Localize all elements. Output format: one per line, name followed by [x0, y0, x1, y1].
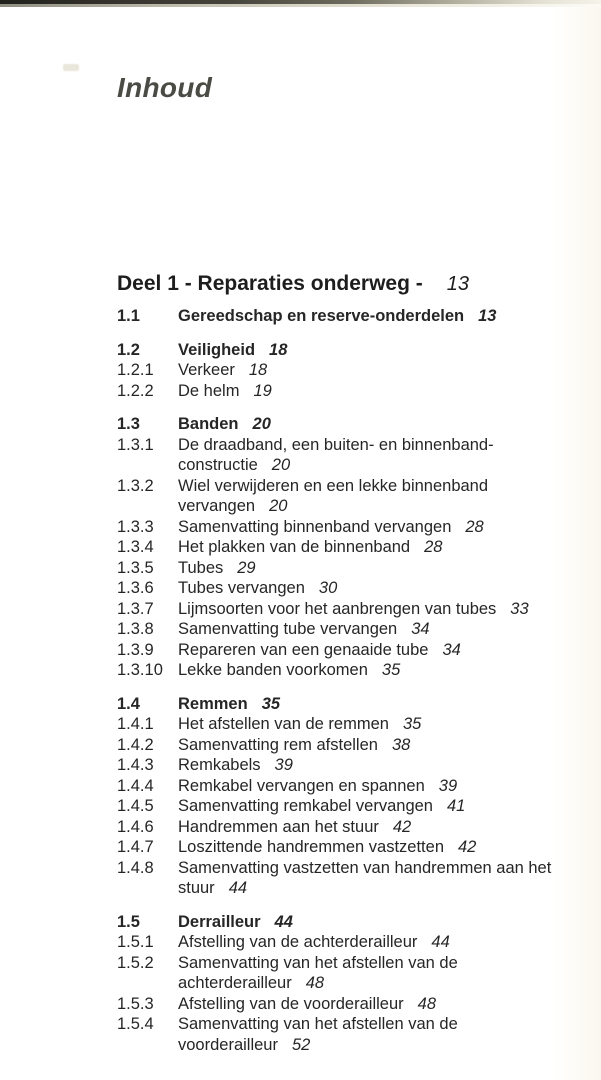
toc-entry-title-text: Samenvatting van het afstellen van de achterderailleur: [178, 953, 458, 992]
toc-group: [0, 271, 601, 327]
table-of-contents: [0, 271, 601, 1055]
toc-entry-title-text: Samenvatting van het afstellen van de voorderailleur: [178, 1015, 458, 1054]
toc-entry-title: [178, 360, 601, 381]
toc-entry-title-text: Banden: [178, 415, 239, 433]
toc-entry-title: [178, 340, 601, 361]
toc-entry-number: 1.2.1: [117, 361, 154, 379]
toc-entry-title: [178, 796, 601, 817]
toc-entry-1-3-10[interactable]: [0, 660, 601, 681]
toc-entry-title-text: Tubes vervangen: [178, 579, 305, 597]
page-title: Inhoud: [117, 72, 213, 103]
toc-entry-1-4-8[interactable]: [0, 858, 601, 899]
toc-entry-title: [178, 578, 601, 599]
toc-entry-page-number: 28: [465, 517, 484, 536]
toc-group: [0, 340, 601, 402]
toc-group: [0, 912, 601, 1056]
toc-entry-title-text: Tubes: [178, 558, 224, 577]
toc-entry-title-text: Afstelling van de voorderailleur: [178, 994, 404, 1013]
toc-entry-number: 1.3.10: [117, 661, 163, 679]
toc-entry-title: [178, 912, 601, 933]
toc-entry-title-text: Het afstellen van de remmen: [178, 715, 389, 733]
toc-part-page-number: 13: [446, 273, 470, 295]
toc-entry-number: 1.3.9: [117, 640, 154, 659]
toc-entry-1-3-1[interactable]: [0, 435, 601, 476]
toc-entry-title: [178, 558, 601, 579]
toc-entry-page-number: 18: [269, 340, 288, 359]
toc-entry-1-5-4[interactable]: [0, 1014, 601, 1055]
toc-entry-title-text: Samenvatting tube vervangen: [178, 620, 398, 638]
toc-entry-title: [178, 755, 601, 776]
toc-entry-1-4-4[interactable]: [0, 776, 601, 797]
toc-entry-title: [178, 776, 601, 797]
toc-entry-number: 1.4.8: [117, 858, 154, 877]
toc-entry-1-2-2[interactable]: [0, 381, 601, 402]
toc-entry-title-text: Remkabel vervangen en spannen: [178, 776, 425, 795]
toc-entry-title-text: Veiligheid: [178, 340, 256, 359]
toc-entry-title-text: Verkeer: [178, 361, 235, 379]
toc-entry-title: [178, 953, 601, 994]
toc-entry-title-text: Het plakken van de binnenband: [178, 538, 411, 556]
toc-entry-1-3-7[interactable]: [0, 599, 601, 620]
toc-entry-number: 1.4: [117, 694, 140, 713]
toc-entry-number: 1.4.2: [117, 735, 154, 754]
toc-entry-page-number: 34: [442, 640, 461, 659]
toc-entry-1-3-6[interactable]: [0, 578, 601, 599]
toc-entry-1-3-8[interactable]: [0, 619, 601, 640]
toc-entry-title: [178, 714, 601, 735]
toc-entry-number: 1.5.4: [117, 1015, 154, 1033]
toc-entry-title: [178, 640, 601, 661]
toc-entry-1-4-6[interactable]: [0, 817, 601, 838]
toc-entry-title: [178, 414, 601, 435]
toc-entry-title: [178, 694, 601, 715]
toc-entry-number: 1.4.5: [117, 797, 154, 815]
toc-entry-page-number: 18: [248, 361, 268, 379]
toc-entry-title-text: Handremmen aan het stuur: [178, 817, 379, 836]
toc-entry-number: 1.1: [117, 307, 140, 325]
toc-entry-1-3-3[interactable]: [0, 517, 601, 538]
toc-entry-page-number: 44: [274, 912, 293, 931]
toc-entry-1-4-5[interactable]: [0, 796, 601, 817]
toc-entry-number: 1.3.5: [117, 558, 154, 577]
toc-entry-page-number: 33: [510, 599, 529, 618]
toc-entry-number: 1.2: [117, 340, 140, 359]
toc-entry-title-text: Lekke banden voorkomen: [178, 661, 368, 679]
toc-group: [0, 414, 601, 681]
toc-entry-1-4-2[interactable]: [0, 735, 601, 756]
toc-entry-1-1[interactable]: [0, 306, 601, 327]
toc-entry-page-number: 48: [417, 994, 436, 1013]
toc-entry-title-text: Samenvatting vastzetten van handremmen aan het stuur: [178, 858, 552, 897]
toc-entry-title-text: Gereedschap en reserve-onderdelen: [178, 307, 465, 325]
scan-top-edge-artifact: [0, 0, 601, 4]
toc-entry-title-text: Samenvatting rem afstellen: [178, 735, 378, 754]
toc-entry-number: 1.3.1: [117, 435, 154, 454]
toc-part-heading[interactable]: [0, 271, 601, 297]
toc-entry-number: 1.4.1: [117, 715, 154, 733]
toc-entry-page-number: 39: [438, 776, 458, 795]
toc-entry-title-text: Samenvatting binnenband vervangen: [178, 517, 452, 536]
toc-entry-title: [178, 517, 601, 538]
toc-entry-number: 1.3.4: [117, 538, 154, 556]
toc-entry-number: 1.3.6: [117, 579, 154, 597]
toc-entry-page-number: 39: [274, 756, 293, 774]
toc-entry-1-3-9[interactable]: [0, 640, 601, 661]
toc-entry-1-5-3[interactable]: [0, 994, 601, 1015]
toc-entry-number: 1.3.3: [117, 517, 154, 536]
toc-entry-number: 1.3.8: [117, 620, 154, 638]
toc-part-label: Deel 1 - Reparaties onderweg -: [117, 272, 423, 295]
toc-entry-number: 1.2.2: [117, 381, 154, 400]
toc-entry-1-2-1[interactable]: [0, 360, 601, 381]
toc-entry-title: [178, 932, 601, 953]
toc-entry-title-text: Derrailleur: [178, 912, 261, 931]
toc-entry-title-text: Lijmsoorten voor het aanbrengen van tubes: [178, 599, 497, 618]
toc-entry-1-4-7[interactable]: [0, 837, 601, 858]
toc-entry-title-text: Remmen: [178, 694, 248, 713]
toc-entry-page-number: 35: [261, 694, 281, 713]
toc-entry-page-number: 42: [392, 817, 412, 836]
toc-entry-title: [178, 435, 601, 476]
toc-entry-1-5-2[interactable]: [0, 953, 601, 994]
toc-entry-title-text: Remkabels: [178, 756, 261, 774]
toc-entry-title-text: Afstelling van de achterderailleur: [178, 933, 418, 951]
toc-entry-1-2[interactable]: [0, 340, 601, 361]
toc-entry-page-number: 30: [318, 579, 338, 597]
toc-entry-1-3[interactable]: [0, 414, 601, 435]
toc-entry-title-text: Loszittende handremmen vastzetten: [178, 838, 444, 856]
toc-entry-number: 1.3.2: [117, 476, 154, 495]
toc-entry-1-4[interactable]: [0, 694, 601, 715]
toc-entry-page-number: 34: [411, 620, 430, 638]
toc-entry-page-number: 13: [478, 307, 497, 325]
toc-entry-page-number: 35: [381, 661, 401, 679]
toc-entry-1-3-5[interactable]: [0, 558, 601, 579]
toc-entry-title-text: Samenvatting remkabel vervangen: [178, 797, 433, 815]
toc-entry-title: [178, 735, 601, 756]
toc-entry-number: 1.5.1: [117, 933, 154, 951]
toc-entry-1-3-2[interactable]: [0, 476, 601, 517]
toc-entry-title: [178, 1014, 601, 1055]
toc-entry-number: 1.3.7: [117, 599, 154, 618]
toc-entry-page-number: 38: [391, 735, 411, 754]
toc-entry-page-number: 20: [269, 497, 288, 515]
toc-entry-1-5-1[interactable]: [0, 932, 601, 953]
toc-entry-title: [178, 306, 601, 327]
toc-entry-1-4-1[interactable]: [0, 714, 601, 735]
toc-entry-title-text: De helm: [178, 381, 240, 400]
toc-entry-page-number: 29: [237, 558, 256, 577]
toc-entry-1-4-3[interactable]: [0, 755, 601, 776]
toc-entry-number: 1.4.6: [117, 817, 154, 836]
toc-entry-number: 1.5: [117, 912, 140, 931]
toc-entry-title-text: Repareren van een genaaide tube: [178, 640, 429, 659]
toc-entry-page-number: 35: [402, 715, 422, 733]
toc-entry-number: 1.5.2: [117, 953, 154, 972]
toc-entry-number: 1.3: [117, 415, 140, 433]
toc-entry-number: 1.5.3: [117, 994, 154, 1013]
toc-entry-title: [178, 858, 601, 899]
toc-entry-page-number: 19: [253, 381, 272, 400]
toc-entry-title: [178, 994, 601, 1015]
toc-entry-title: [178, 476, 601, 517]
toc-group: [0, 694, 601, 899]
toc-entry-1-3-4[interactable]: [0, 537, 601, 558]
toc-entry-title: [178, 619, 601, 640]
toc-entry-1-5[interactable]: [0, 912, 601, 933]
toc-entry-number: 1.4.7: [117, 838, 154, 856]
toc-entry-title: [178, 381, 601, 402]
toc-entry-page-number: 42: [458, 838, 477, 856]
toc-entry-number: 1.4.3: [117, 756, 154, 774]
toc-entry-page-number: 20: [252, 415, 271, 433]
toc-entry-page-number: 20: [271, 456, 291, 474]
toc-entry-page-number: 44: [228, 879, 248, 897]
toc-entry-title: [178, 817, 601, 838]
toc-entry-page-number: 41: [446, 797, 466, 815]
toc-entry-title: [178, 537, 601, 558]
toc-entry-title-text: De draadband, een buiten- en binnenband-constructie: [178, 435, 494, 474]
toc-entry-title: [178, 599, 601, 620]
toc-entry-page-number: 44: [431, 933, 450, 951]
toc-entry-page-number: 28: [424, 538, 443, 556]
toc-entry-title: [178, 837, 601, 858]
toc-entry-page-number: 52: [291, 1035, 311, 1054]
toc-entry-title: [178, 660, 601, 681]
toc-entry-title-text: Wiel verwijderen en een lekke binnenband vervangen: [178, 476, 489, 515]
toc-entry-number: 1.4.4: [117, 776, 154, 795]
toc-entry-page-number: 48: [305, 974, 325, 992]
